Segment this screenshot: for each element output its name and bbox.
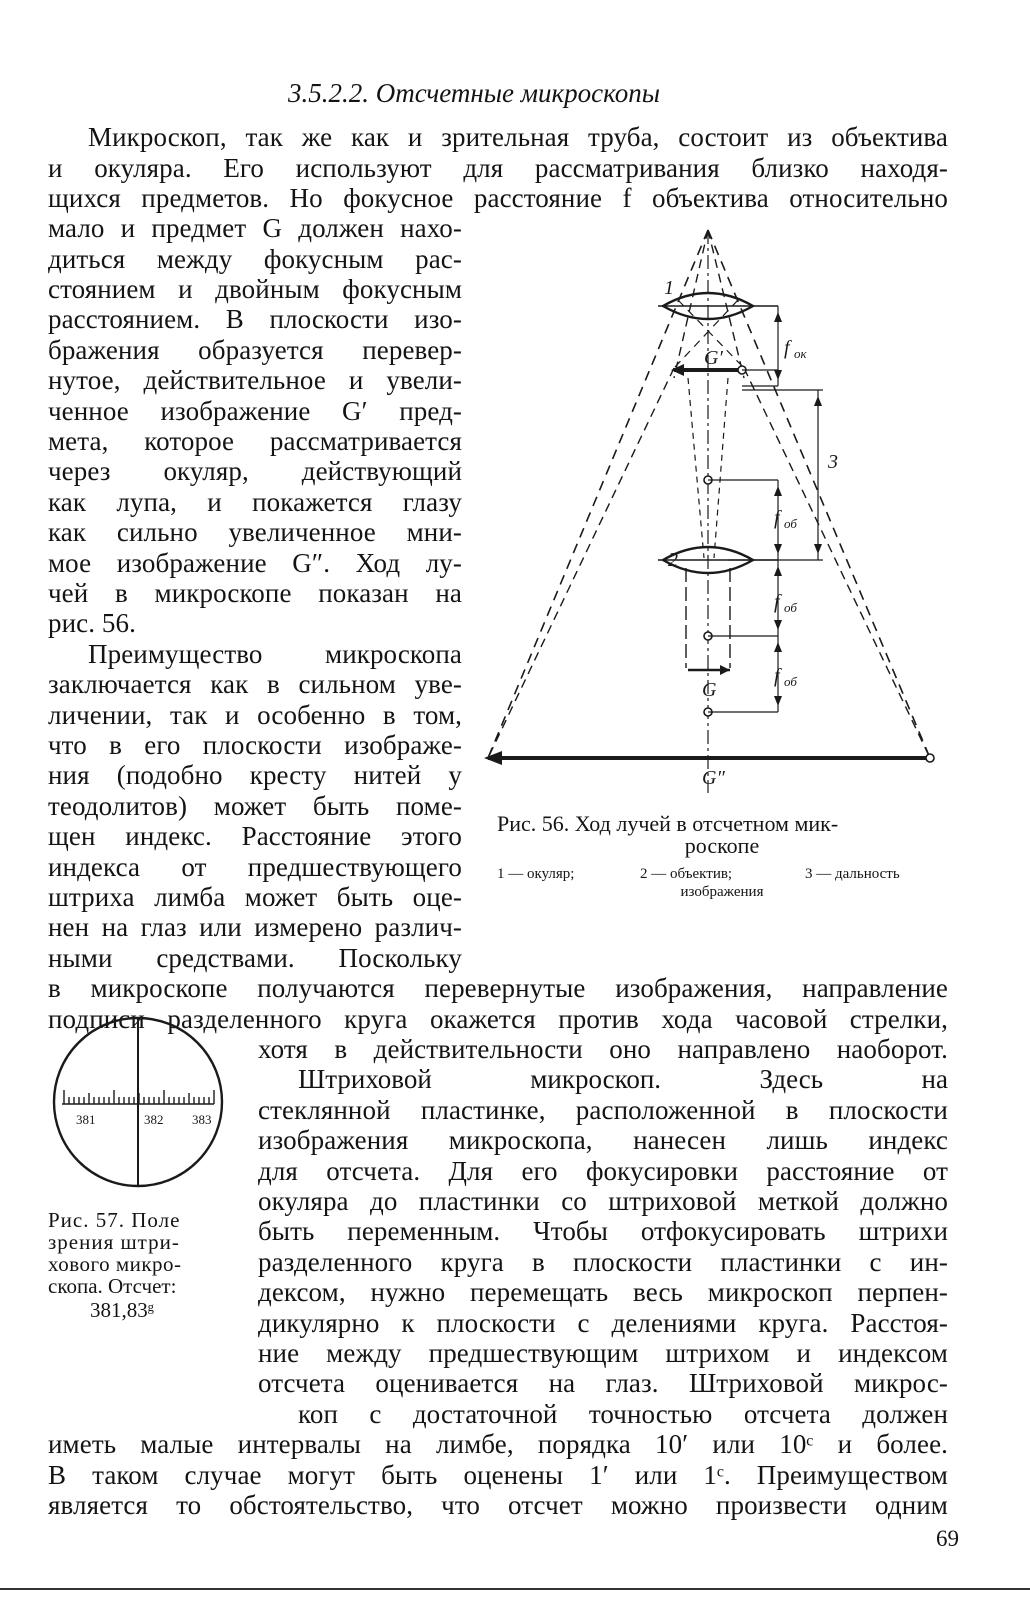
text-line: через окуляр, действующий xyxy=(48,456,462,486)
page-bottom-edge xyxy=(0,1588,1030,1590)
label-f-eyepiece-sub: ок xyxy=(794,346,807,361)
section-heading: 3.5.2.2. Отсчетные микроскопы xyxy=(288,78,661,108)
label-eyepiece-number: 1 xyxy=(664,277,674,299)
text-line: бражения образуется перевер- xyxy=(48,335,462,365)
text-line: рис. 56. xyxy=(48,608,136,638)
text-line: Микроскоп, так же как и зрительная труба, состоит из объектива xyxy=(88,122,948,152)
text-line: в микроскопе получаются перевернутые изображения, направление xyxy=(48,973,948,1003)
text-line: нен на глаз или измерено различ- xyxy=(48,912,462,942)
figure56-caption-title-cont: роскопе xyxy=(684,833,760,858)
field-of-view-figure xyxy=(46,1012,236,1192)
label-objective-number: 2 xyxy=(668,549,678,571)
text-line: стоянием и двойным фокусным xyxy=(48,274,462,304)
microscope-ray-diagram xyxy=(478,218,958,798)
text-line: штриха лимба может быть оце- xyxy=(48,882,462,912)
text-line: теодолитов) может быть поме- xyxy=(48,791,462,821)
text-line: отсчета оценивается на глаз. Штриховой микрос- xyxy=(258,1368,948,1398)
text-line: стеклянной пластинке, расположенной в плоскости xyxy=(258,1095,948,1125)
text-line: ние между предшествующим штрихом и индексом xyxy=(258,1338,948,1368)
text-line: мало и предмет G должен нахо- xyxy=(48,213,462,243)
label-f-objective-3: f xyxy=(774,665,780,687)
figure57-caption-reading: 381,83ᵍ xyxy=(90,1298,155,1322)
text-line: дексом, нужно перемещать весь микроскоп перпен- xyxy=(258,1277,948,1307)
figure57-caption-line: хового микро- xyxy=(48,1252,182,1276)
figure56-caption-title: Рис. 56. Ход лучей в отсчетном мик- xyxy=(497,811,839,836)
text-line: и окуляра. Его используют для рассматривания близко находя- xyxy=(48,153,948,183)
text-line: Штриховой микроскоп. Здесь на xyxy=(298,1064,948,1094)
figure57-caption-line: скопа. Отсчет: xyxy=(48,1274,177,1298)
text-line: нутое, действительное и увели- xyxy=(48,365,462,395)
scale-label-381: 381 xyxy=(76,1112,96,1127)
label-object: G xyxy=(702,679,717,701)
text-line: ченное изображение G′ пред- xyxy=(48,396,462,426)
figure56-legend-objective: 2 — объектив; xyxy=(640,866,733,882)
scale-label-382: 382 xyxy=(144,1112,164,1127)
figure57-caption-line: Рис. 57. Поле xyxy=(48,1208,181,1232)
text-line: личении, так и особенно в том, xyxy=(48,700,462,730)
text-line: расстоянием. В плоскости изо- xyxy=(48,304,462,334)
label-image-distance-number: 3 xyxy=(828,451,838,473)
text-line: В таком случае могут быть оценены 1′ или 1ᶜ. Преимуществом xyxy=(48,1460,948,1490)
text-line: подписи разделенного круга окажется против хода часовой стрелки, xyxy=(48,1004,948,1034)
label-f-eyepiece: f xyxy=(784,337,790,359)
label-f-objective-sub-3: об xyxy=(784,674,797,689)
label-f-objective-sub-2: об xyxy=(784,600,797,615)
text-line: ния (подобно кресту нитей у xyxy=(48,760,462,790)
text-line: является то обстоятельство, что отсчет можно произвести одним xyxy=(48,1490,948,1520)
text-line: быть переменным. Чтобы отфокусировать штрихи xyxy=(258,1216,948,1246)
label-f-objective-sub-1: об xyxy=(784,516,797,531)
text-line: что в его плоскости изображе- xyxy=(48,730,462,760)
text-line: изображения микроскопа, нанесен лишь индекс xyxy=(258,1125,948,1155)
text-line: щен индекс. Расстояние этого xyxy=(48,821,462,851)
text-line: иметь малые интервалы на лимбе, порядка 10′ или 10ᶜ и более. xyxy=(48,1429,948,1459)
text-line: как лупа, и покажется глазу xyxy=(48,487,462,517)
label-f-objective-1: f xyxy=(774,507,780,529)
label-virtual-image: G″ xyxy=(702,767,725,789)
figure56-legend-distance: 3 — дальность xyxy=(805,866,900,882)
label-f-objective-2: f xyxy=(774,591,780,613)
label-image-prime: G′ xyxy=(704,347,723,369)
text-line: щихся предметов. Но фокусное расстояние f объектива относительно xyxy=(48,183,948,213)
text-line: мета, которое рассматривается xyxy=(48,426,462,456)
text-line: мое изображение G″. Ход лу- xyxy=(48,548,462,578)
text-line: чей в микроскопе показан на xyxy=(48,578,462,608)
scale-label-383: 383 xyxy=(192,1112,212,1127)
text-line: для отсчета. Для его фокусировки расстояние от xyxy=(258,1156,948,1186)
figure56-legend-distance-cont: изображения xyxy=(680,884,764,900)
text-line: как сильно увеличенное мни- xyxy=(48,517,462,547)
text-line: заключается как в сильном уве- xyxy=(48,669,462,699)
text-line: окуляра до пластинки со штриховой меткой должно xyxy=(258,1186,948,1216)
text-line: Преимущество микроскопа xyxy=(88,639,462,669)
text-line: хотя в действительности оно направлено наоборот. xyxy=(258,1034,948,1064)
figure57-caption-line: зрения штри- xyxy=(48,1230,180,1254)
text-line: дикулярно к плоскости с делениями круга. Расстоя- xyxy=(258,1308,948,1338)
text-line: индекса от предшествующего xyxy=(48,852,462,882)
text-line: диться между фокусным рас- xyxy=(48,244,462,274)
text-line: разделенного круга в плоскости пластинки с ин- xyxy=(258,1247,948,1277)
figure56-legend-eyepiece: 1 — окуляр; xyxy=(497,866,575,882)
page-number: 69 xyxy=(936,1526,959,1551)
text-line: коп с достаточной точностью отсчета должен xyxy=(298,1399,948,1429)
text-line: ными средствами. Поскольку xyxy=(48,943,462,973)
